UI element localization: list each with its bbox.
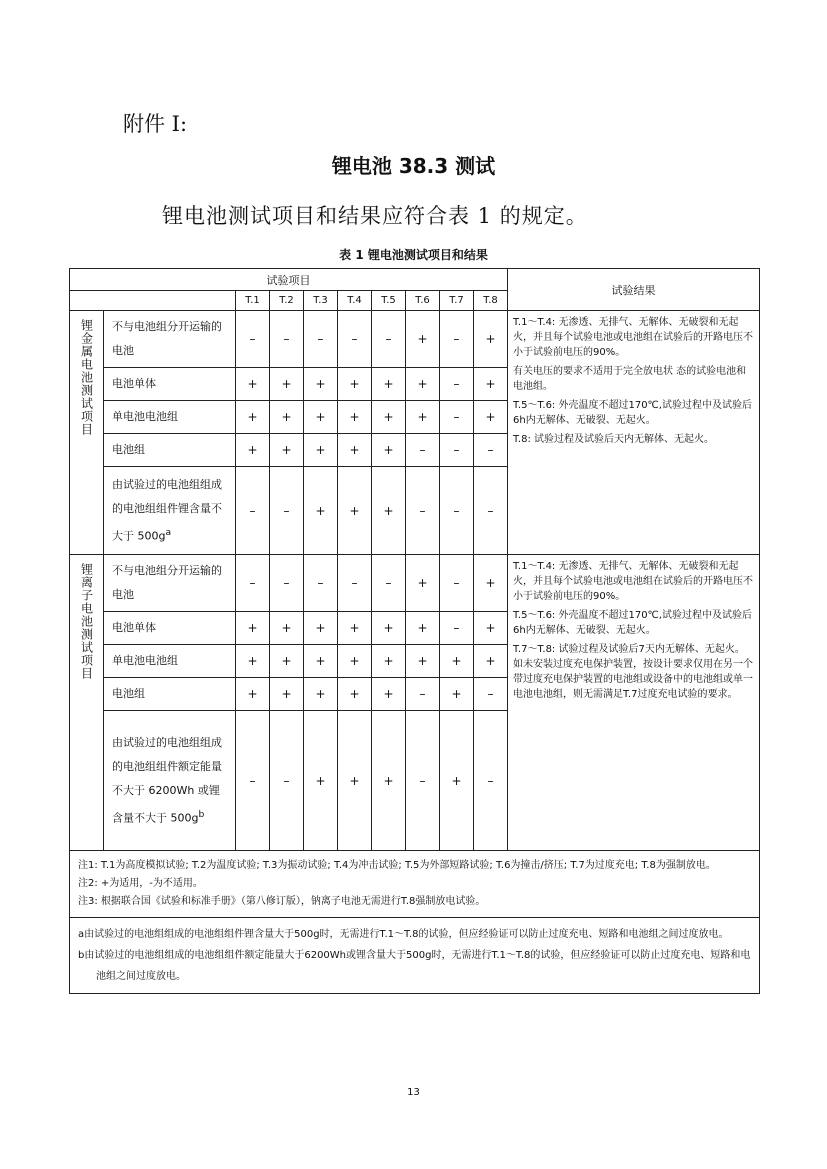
mark-cell: +: [372, 678, 406, 711]
mark-cell: –: [440, 612, 474, 645]
mark-cell: –: [406, 711, 440, 851]
row-label: 单电池电池组: [104, 645, 236, 678]
category-lithium-ion: 锂离子电池测试项目: [70, 555, 104, 851]
mark-cell: –: [270, 467, 304, 555]
mark-cell: +: [372, 434, 406, 467]
row-label: 电池单体: [104, 368, 236, 401]
mark-cell: +: [304, 368, 338, 401]
mark-cell: +: [372, 711, 406, 851]
mark-cell: +: [372, 645, 406, 678]
notes: [70, 851, 760, 918]
mark-cell: –: [440, 368, 474, 401]
result-text: 有关电压的要求不适用于完全放电状 态的试验电池和电池组。: [513, 366, 747, 392]
mark-cell: –: [440, 311, 474, 368]
mark-cell: +: [304, 612, 338, 645]
mark-cell: –: [474, 434, 508, 467]
mark-cell: +: [372, 467, 406, 555]
row-label: 不与电池组分开运输的电池: [104, 311, 236, 368]
mark-cell: +: [304, 401, 338, 434]
mark-cell: +: [236, 645, 270, 678]
mark-cell: +: [372, 612, 406, 645]
mark-cell: +: [406, 555, 440, 612]
mark-cell: +: [338, 368, 372, 401]
table-row: [70, 555, 760, 612]
mark-cell: –: [440, 434, 474, 467]
mark-cell: +: [270, 678, 304, 711]
mark-cell: –: [406, 467, 440, 555]
results-lithium-ion: [508, 555, 760, 851]
category-lithium-metal: 锂金属电池测试项目: [70, 311, 104, 555]
test-number-header: T.4: [338, 291, 372, 311]
mark-cell: +: [270, 434, 304, 467]
test-number-header: T.7: [440, 291, 474, 311]
mark-cell: +: [236, 434, 270, 467]
test-number-header: T.2: [270, 291, 304, 311]
row-label: 电池组: [104, 678, 236, 711]
mark-cell: +: [270, 645, 304, 678]
footnote-mark: a: [165, 526, 172, 538]
mark-cell: –: [270, 711, 304, 851]
mark-cell: +: [236, 612, 270, 645]
test-number-header: T.5: [372, 291, 406, 311]
mark-cell: +: [406, 401, 440, 434]
intro-sentence: 锂电池测试项目和结果应符合表 1 的规定。: [162, 204, 588, 228]
mark-cell: +: [440, 645, 474, 678]
test-number-header: T.1: [236, 291, 270, 311]
attachment-label: 附件 I:: [123, 112, 188, 136]
mark-cell: +: [304, 467, 338, 555]
row-label: 由试验过的电池组组成的电池组组件额定能量不大于 6200Wh 或锂含量不大于 $500g^b$: [104, 711, 236, 851]
mark-cell: +: [372, 401, 406, 434]
test-number-header: T.8: [474, 291, 508, 311]
note-text: 注3: 根据联合国《试验和标准手册》（第八修订版），钠离子电池无需进行T.8强制放电试验。: [78, 896, 486, 907]
test-number-header: T.6: [406, 291, 440, 311]
result-text: T.5～T.6: 外壳温度不超过170℃,试验过程中及试验后6h内无解体、无破裂、无起火。: [513, 610, 752, 636]
mark-cell: +: [304, 711, 338, 851]
mark-cell: +: [338, 467, 372, 555]
result-text: T.1～T.4: 无渗透、无排气、无解体、无破裂和无起火，并且每个试验电池或电池组在试验后的开路电压不小于试验前电压的90%。: [513, 317, 753, 358]
mark-cell: +: [406, 645, 440, 678]
mark-cell: +: [474, 645, 508, 678]
mark-cell: –: [474, 467, 508, 555]
mark-cell: +: [338, 645, 372, 678]
result-text: 如未安装过度充电保护装置，按设计要求仅用在另一个带过度充电保护装置的电池组或设备中的电池组或单一电池电池组，则无需满足T.7过度充电试验的要求。: [513, 659, 753, 700]
mark-cell: +: [372, 368, 406, 401]
mark-cell: +: [270, 401, 304, 434]
test-number-header: T.3: [304, 291, 338, 311]
mark-cell: +: [304, 645, 338, 678]
footnote-text: a由试验过的电池组组成的电池组组件锂含量大于500g时，无需进行T.1～T.8的试验，但应经验证可以防止过度充电、短路和电池组之间过度放电。: [78, 929, 729, 940]
results-lithium-metal: [508, 311, 760, 555]
row-label: 单电池电池组: [104, 401, 236, 434]
mark-cell: –: [440, 467, 474, 555]
result-text: T.8: 试验过程及试验后天内无解体、无起火。: [513, 434, 715, 445]
result-text: T.1～T.4: 无渗透、无排气、无解体、无破裂和无起火，并且每个试验电池或电池组在试验后的开路电压不小于试验前电压的90%。: [513, 561, 753, 602]
footnote-text: b由试验过的电池组组成的电池组组件额定能量大于6200Wh或锂含量大于500g时，无需进行T.1～T.8的试验，但应经验证可以防止过度充电、短路和电池组之间过度放电。: [78, 950, 751, 982]
mark-cell: –: [304, 311, 338, 368]
mark-cell: +: [406, 612, 440, 645]
mark-cell: –: [440, 401, 474, 434]
mark-cell: +: [236, 401, 270, 434]
mark-cell: +: [236, 368, 270, 401]
mark-cell: +: [270, 612, 304, 645]
mark-cell: +: [270, 368, 304, 401]
mark-cell: +: [338, 434, 372, 467]
document-title: 锂电池 38.3 测试: [331, 154, 496, 178]
mark-cell: –: [236, 555, 270, 612]
result-text: T.7～T.8: 试验过程及试验后7天内无解体、无起火。: [513, 644, 745, 655]
mark-cell: –: [270, 311, 304, 368]
table-row: [70, 311, 760, 368]
mark-cell: +: [440, 678, 474, 711]
results-header: 试验结果: [508, 269, 760, 311]
mark-cell: –: [270, 555, 304, 612]
mark-cell: +: [338, 711, 372, 851]
mark-cell: +: [338, 678, 372, 711]
note-text: 注1: T.1为高度模拟试验; T.2为温度试验; T.3为振动试验; T.4为冲击试验; T.5为外部短路试验; T.6为撞击/挤压; T.7为过度充电; T.8为强制放电。: [78, 860, 716, 871]
mark-cell: +: [474, 311, 508, 368]
table-caption: 表 1 锂电池测试项目和结果: [339, 248, 488, 262]
row-label: 电池组: [104, 434, 236, 467]
mark-cell: –: [440, 555, 474, 612]
row-label: 不与电池组分开运输的电池: [104, 555, 236, 612]
mark-cell: +: [440, 711, 474, 851]
mark-cell: –: [474, 678, 508, 711]
test-results-table: [69, 268, 760, 994]
mark-cell: –: [338, 311, 372, 368]
mark-cell: –: [338, 555, 372, 612]
mark-cell: –: [236, 467, 270, 555]
mark-cell: –: [372, 555, 406, 612]
mark-cell: –: [372, 311, 406, 368]
mark-cell: –: [236, 311, 270, 368]
mark-cell: +: [236, 678, 270, 711]
result-text: T.5～T.6: 外壳温度不超过170℃,试验过程中及试验后6h内无解体、无破裂、无起火。: [513, 400, 752, 426]
row-label: 由试验过的电池组组成的电池组组件锂含量不大于 $500g^a$: [104, 467, 236, 555]
mark-cell: +: [406, 368, 440, 401]
mark-cell: –: [406, 434, 440, 467]
notes-row: [70, 851, 760, 918]
mark-cell: –: [474, 711, 508, 851]
footnote-mark: b: [198, 808, 205, 820]
mark-cell: +: [304, 434, 338, 467]
footnotes: [70, 918, 760, 994]
note-text: 注2: +为适用，-为不适用。: [78, 878, 203, 889]
mark-cell: +: [338, 401, 372, 434]
mark-cell: –: [236, 711, 270, 851]
mark-cell: +: [474, 612, 508, 645]
test-items-header: 试验项目: [70, 269, 508, 291]
mark-cell: +: [304, 678, 338, 711]
footnotes-row: [70, 918, 760, 994]
row-label: 电池单体: [104, 612, 236, 645]
mark-cell: +: [338, 612, 372, 645]
mark-cell: +: [474, 555, 508, 612]
mark-cell: –: [406, 678, 440, 711]
page-number: 13: [407, 1087, 420, 1098]
mark-cell: –: [304, 555, 338, 612]
mark-cell: +: [474, 401, 508, 434]
mark-cell: +: [406, 311, 440, 368]
mark-cell: +: [474, 368, 508, 401]
